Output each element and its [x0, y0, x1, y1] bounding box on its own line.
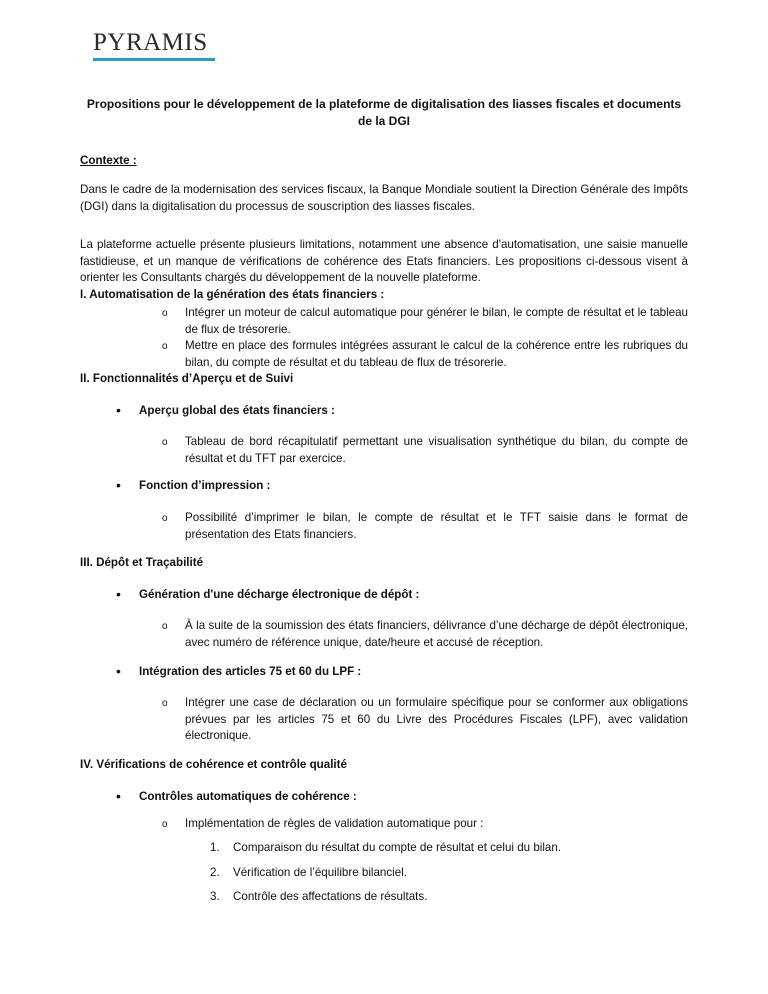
section-4-heading: IV. Vérifications de cohérence et contrôle qualité — [80, 758, 347, 771]
list-item: Possibilité d’imprimer le bilan, le compte de résultat et le TFT saisie dans le format de présentation des Etats financiers. — [185, 511, 688, 541]
circle-bullet-icon: o — [162, 513, 168, 524]
circle-bullet-icon: o — [162, 819, 168, 830]
bullet-title: Intégration des articles 75 et 60 du LPF : — [139, 665, 362, 678]
context-paragraph-1: Dans le cadre de la modernisation des services fiscaux, la Banque Mondiale soutient la Direction Générale des Impôts (DGI) dans la digitalisation du processus de souscription des liasses fiscales. — [80, 183, 688, 213]
bullet-icon: • — [116, 788, 121, 804]
bullet-title: Fonction d’impression : — [139, 479, 271, 492]
bullet-title: Aperçu global des états financiers : — [139, 404, 335, 417]
bullet-title: Génération d'une décharge électronique de dépôt : — [139, 588, 420, 601]
bullet-icon: • — [116, 402, 121, 418]
document-title: Propositions pour le développement de la plateforme de digitalisation des liasses fiscales et documents de la DGI — [86, 97, 682, 128]
bullet-icon: • — [116, 663, 121, 679]
circle-bullet-icon: o — [162, 341, 168, 352]
bullet-icon: • — [116, 586, 121, 602]
circle-bullet-icon: o — [162, 308, 168, 319]
list-item: Implémentation de règles de validation automatique pour : — [185, 817, 484, 830]
logo-text: PYRAMIS — [93, 29, 208, 56]
list-item: Intégrer une case de déclaration ou un formulaire spécifique pour se conformer aux obligations prévues par les articles 75 et 60 du Livre des Procédures Fiscales (LPF), avec validation électronique. — [185, 696, 688, 742]
pyramis-logo — [93, 30, 215, 61]
list-number: 2. — [210, 866, 220, 879]
list-item: Tableau de bord récapitulatif permettant une visualisation synthétique du bilan, du compte de résultat et du TFT par exercice. — [185, 435, 688, 465]
numbered-item: Comparaison du résultat du compte de résultat et celui du bilan. — [233, 841, 562, 854]
circle-bullet-icon: o — [162, 698, 168, 709]
circle-bullet-icon: o — [162, 437, 168, 448]
logo-underline — [93, 58, 215, 61]
list-item: À la suite de la soumission des états financiers, délivrance d’une décharge de dépôt électronique, avec numéro de référence unique, date/heure et accusé de réception. — [185, 619, 688, 649]
section-1-heading: I. Automatisation de la génération des états financiers : — [80, 288, 385, 301]
context-heading: Contexte : — [80, 154, 137, 167]
numbered-item: Contrôle des affectations de résultats. — [233, 890, 428, 903]
circle-bullet-icon: o — [162, 621, 168, 632]
list-number: 3. — [210, 890, 220, 903]
bullet-icon: • — [116, 477, 121, 493]
list-number: 1. — [210, 841, 220, 854]
context-paragraph-2: La plateforme actuelle présente plusieurs limitations, notamment une absence d'automatisation, une saisie manuelle fastidieuse, et un manque de vérifications de cohérence des Etats financiers. Les propositions ci-dessous visent à orienter les Consultants chargés du développement de la nouvelle plateforme. — [80, 238, 688, 284]
list-item: Intégrer un moteur de calcul automatique pour générer le bilan, le compte de résultat et le tableau de flux de trésorerie. — [185, 306, 688, 336]
list-item: Mettre en place des formules intégrées assurant le calcul de la cohérence entre les rubriques du bilan, du compte de résultat et du tableau de flux de trésorerie. — [185, 339, 688, 369]
bullet-title: Contrôles automatiques de cohérence : — [139, 790, 357, 803]
section-3-heading: III. Dépôt et Traçabilité — [80, 556, 204, 569]
numbered-item: Vérification de l’équilibre bilanciel. — [233, 866, 408, 879]
section-2-heading: II. Fonctionnalités d’Aperçu et de Suivi — [80, 372, 294, 385]
